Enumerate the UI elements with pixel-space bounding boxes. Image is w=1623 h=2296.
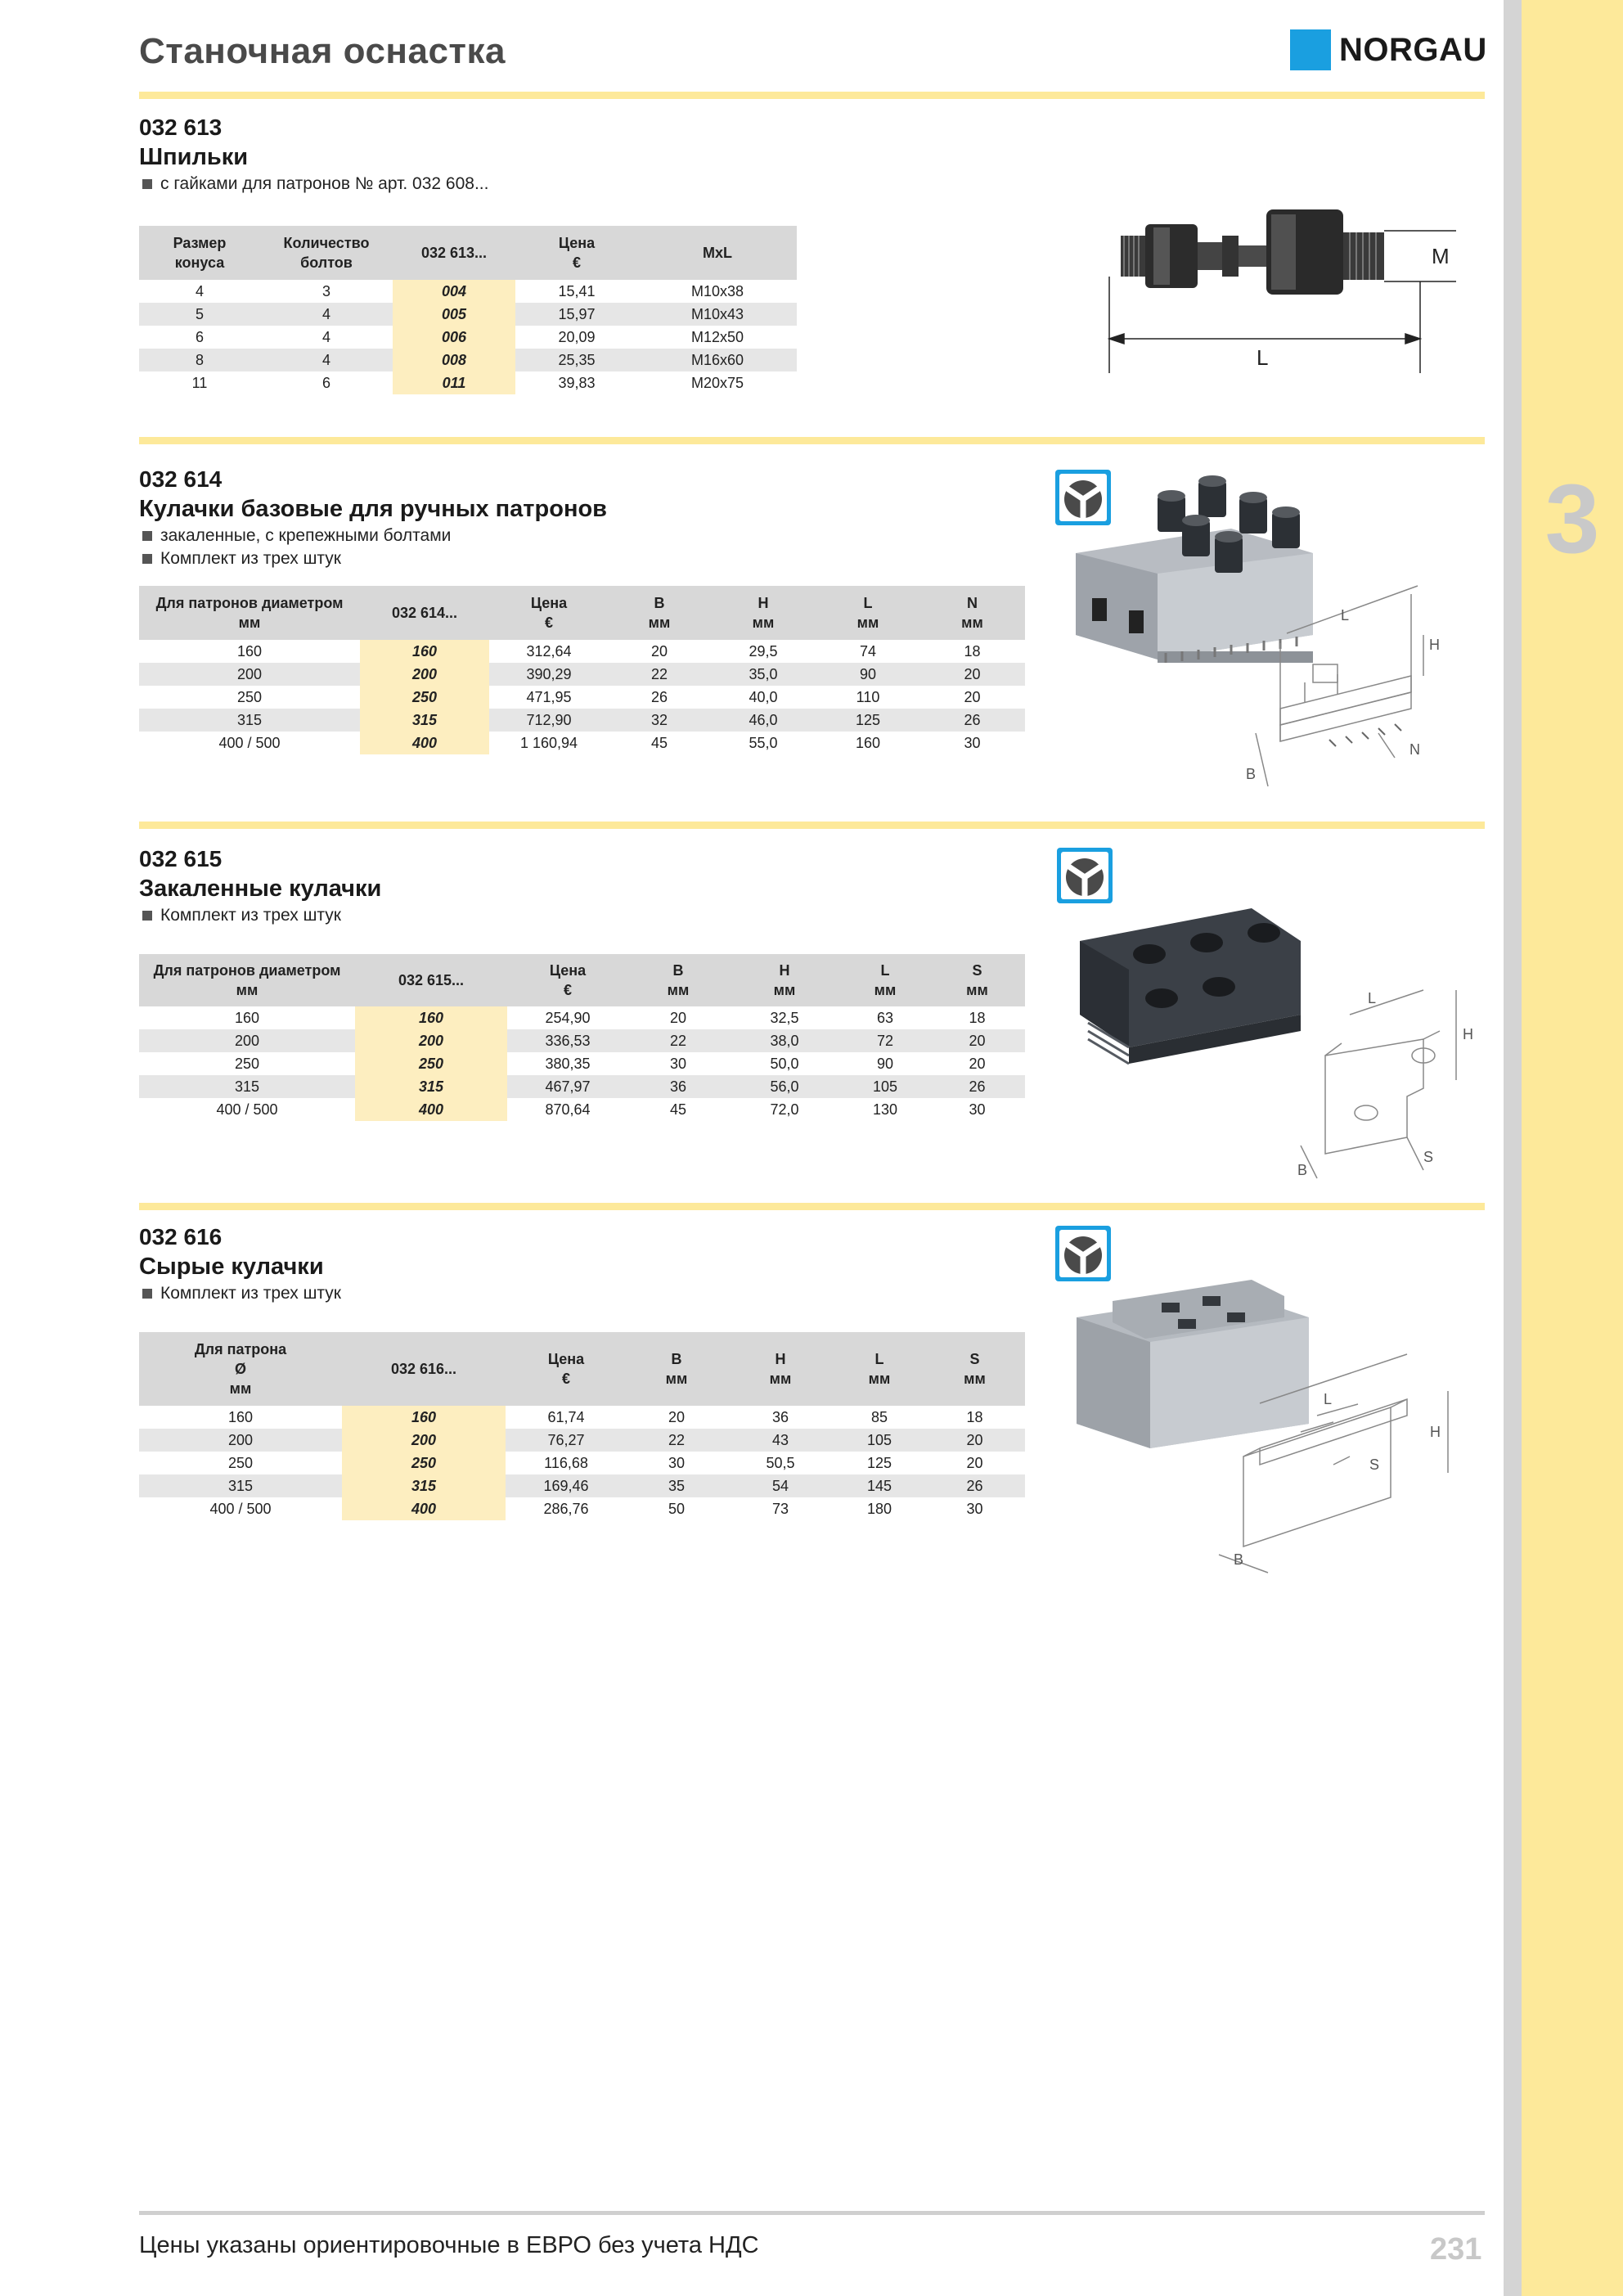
table-032616 <box>139 1332 1025 1520</box>
article-code: 004 <box>393 280 515 303</box>
section-032613-heading <box>139 115 488 194</box>
footer-note: Цены указаны ориентировочные в ЕВРО без учета НДС <box>139 2232 759 2258</box>
article-code: 200 <box>360 663 489 686</box>
page-number: 231 <box>1430 2232 1482 2267</box>
chapter-number: 3 <box>1544 464 1600 574</box>
article-code: 005 <box>393 303 515 326</box>
col-header: Цена € <box>515 226 638 280</box>
col-header: Количество болтов <box>260 226 393 280</box>
article-code: 200 <box>355 1029 507 1052</box>
col-header: Для патрона Ø мм <box>139 1332 342 1406</box>
bullet-square-icon <box>142 554 152 564</box>
table-032613 <box>139 226 797 394</box>
table-032615 <box>139 954 1025 1121</box>
dim-label-l: L <box>1257 345 1269 370</box>
dim-label-l: L <box>1341 607 1350 624</box>
footer-divider <box>139 2211 1485 2215</box>
section-divider <box>139 1203 1485 1210</box>
section-032616-heading <box>139 1224 341 1303</box>
table-row: 160 160 312,64 20 29,5 74 18 <box>139 640 1025 663</box>
bullet-square-icon <box>142 1289 152 1299</box>
article-code: 250 <box>342 1452 506 1474</box>
logo-square-icon <box>1290 29 1331 70</box>
section-title: Шпильки <box>139 144 249 170</box>
section-divider <box>139 437 1485 444</box>
table-row: 200 200 390,29 22 35,0 90 20 <box>139 663 1025 686</box>
col-header: L мм <box>816 586 919 640</box>
table-row: 400 / 500 400 1 160,94 45 55,0 160 30 <box>139 732 1025 754</box>
table-row: 160 160 61,74 20 36 85 18 <box>139 1406 1025 1429</box>
table-row: 6 4 006 20,09 M12x50 <box>139 326 797 349</box>
dim-label-m: M <box>1432 244 1450 268</box>
article-code: 315 <box>360 709 489 732</box>
table-row: 315 315 712,90 32 46,0 125 26 <box>139 709 1025 732</box>
table-row: 250 250 471,95 26 40,0 110 20 <box>139 686 1025 709</box>
page-title: Станочная оснастка <box>139 31 506 71</box>
dim-label-b: B <box>1246 766 1257 782</box>
col-header: B мм <box>627 1332 726 1406</box>
section-number: 032 615 <box>139 846 223 871</box>
section-number: 032 616 <box>139 1224 223 1249</box>
col-header: 032 616... <box>342 1332 506 1406</box>
article-code: 400 <box>355 1098 507 1121</box>
col-header: Цена € <box>506 1332 627 1406</box>
article-code: 315 <box>342 1474 506 1497</box>
bullet-item: с гайками для патронов № арт. 032 608... <box>139 174 488 194</box>
col-header: N мм <box>919 586 1025 640</box>
section-divider <box>139 822 1485 829</box>
col-header: Цена € <box>507 954 628 1006</box>
dim-label-n: N <box>1409 741 1420 758</box>
bullet-item: Комплект из трех штук <box>139 1284 341 1303</box>
table-row: 250 250 116,68 30 50,5 125 20 <box>139 1452 1025 1474</box>
section-number: 032 614 <box>139 466 223 492</box>
logo-text: NORGAU <box>1339 31 1487 68</box>
col-header: S мм <box>924 1332 1025 1406</box>
table-row: 5 4 005 15,97 M10x43 <box>139 303 797 326</box>
dim-label-s: S <box>1423 1149 1434 1165</box>
chapter-tab <box>1522 0 1623 2296</box>
article-code: 250 <box>360 686 489 709</box>
dim-label-h: H <box>1429 637 1440 653</box>
article-code: 400 <box>342 1497 506 1520</box>
col-header: Для патронов диаметром мм <box>139 954 355 1006</box>
table-row: 160 160 254,90 20 32,5 63 18 <box>139 1006 1025 1029</box>
dim-label-l: L <box>1324 1391 1333 1407</box>
article-code: 315 <box>355 1075 507 1098</box>
table-row: 11 6 011 39,83 M20x75 <box>139 371 797 394</box>
col-header: Для патронов диаметром мм <box>139 586 360 640</box>
bullet-item: Комплект из трех штук <box>139 549 607 569</box>
article-code: 250 <box>355 1052 507 1075</box>
section-title: Закаленные кулачки <box>139 876 382 902</box>
article-code: 160 <box>355 1006 507 1029</box>
section-032614-heading <box>139 466 607 569</box>
article-code: 400 <box>360 732 489 754</box>
header-divider <box>139 92 1485 99</box>
col-header: L мм <box>834 1332 924 1406</box>
bullet-square-icon <box>142 531 152 541</box>
soft-jaws-drawing <box>1063 1252 1481 1596</box>
dim-label-b: B <box>1234 1551 1244 1568</box>
col-header: B мм <box>628 954 728 1006</box>
bullet-item: закаленные, с крепежными болтами <box>139 526 607 546</box>
col-header: Цена € <box>489 586 609 640</box>
col-header: 032 613... <box>393 226 515 280</box>
dim-label-l: L <box>1368 990 1377 1006</box>
col-header: 032 614... <box>360 586 489 640</box>
table-row: 4 3 004 15,41 M10x38 <box>139 280 797 303</box>
table-row: 400 / 500 400 286,76 50 73 180 30 <box>139 1497 1025 1520</box>
side-divider <box>1504 0 1522 2296</box>
brand-logo <box>1290 29 1487 70</box>
col-header: H мм <box>710 586 816 640</box>
bullet-square-icon <box>142 911 152 921</box>
table-032614 <box>139 586 1025 754</box>
table-row: 8 4 008 25,35 M16x60 <box>139 349 797 371</box>
dim-label-h: H <box>1463 1026 1473 1042</box>
col-header: MxL <box>638 226 797 280</box>
stud-drawing <box>1096 195 1464 383</box>
base-jaws-drawing <box>1068 463 1477 799</box>
article-code: 160 <box>342 1406 506 1429</box>
col-header: H мм <box>728 954 841 1006</box>
bullet-square-icon <box>142 179 152 189</box>
dim-label-h: H <box>1430 1424 1441 1440</box>
col-header: S мм <box>929 954 1025 1006</box>
table-row: 315 315 467,97 36 56,0 105 26 <box>139 1075 1025 1098</box>
col-header: B мм <box>609 586 710 640</box>
col-header: 032 615... <box>355 954 507 1006</box>
hardened-jaws-drawing <box>1063 892 1489 1186</box>
section-title: Сырые кулачки <box>139 1254 324 1280</box>
article-code: 008 <box>393 349 515 371</box>
section-032615-heading <box>139 846 381 925</box>
table-row: 315 315 169,46 35 54 145 26 <box>139 1474 1025 1497</box>
section-title: Кулачки базовые для ручных патронов <box>139 496 607 522</box>
table-row: 200 200 76,27 22 43 105 20 <box>139 1429 1025 1452</box>
col-header: L мм <box>841 954 929 1006</box>
table-row: 200 200 336,53 22 38,0 72 20 <box>139 1029 1025 1052</box>
col-header: H мм <box>726 1332 834 1406</box>
dim-label-b: B <box>1297 1162 1308 1178</box>
dim-label-s: S <box>1369 1456 1380 1473</box>
col-header: Размер конуса <box>139 226 260 280</box>
bullet-item: Комплект из трех штук <box>139 906 381 925</box>
table-row: 250 250 380,35 30 50,0 90 20 <box>139 1052 1025 1075</box>
article-code: 011 <box>393 371 515 394</box>
article-code: 200 <box>342 1429 506 1452</box>
article-code: 006 <box>393 326 515 349</box>
table-row: 400 / 500 400 870,64 45 72,0 130 30 <box>139 1098 1025 1121</box>
article-code: 160 <box>360 640 489 663</box>
section-number: 032 613 <box>139 115 223 140</box>
